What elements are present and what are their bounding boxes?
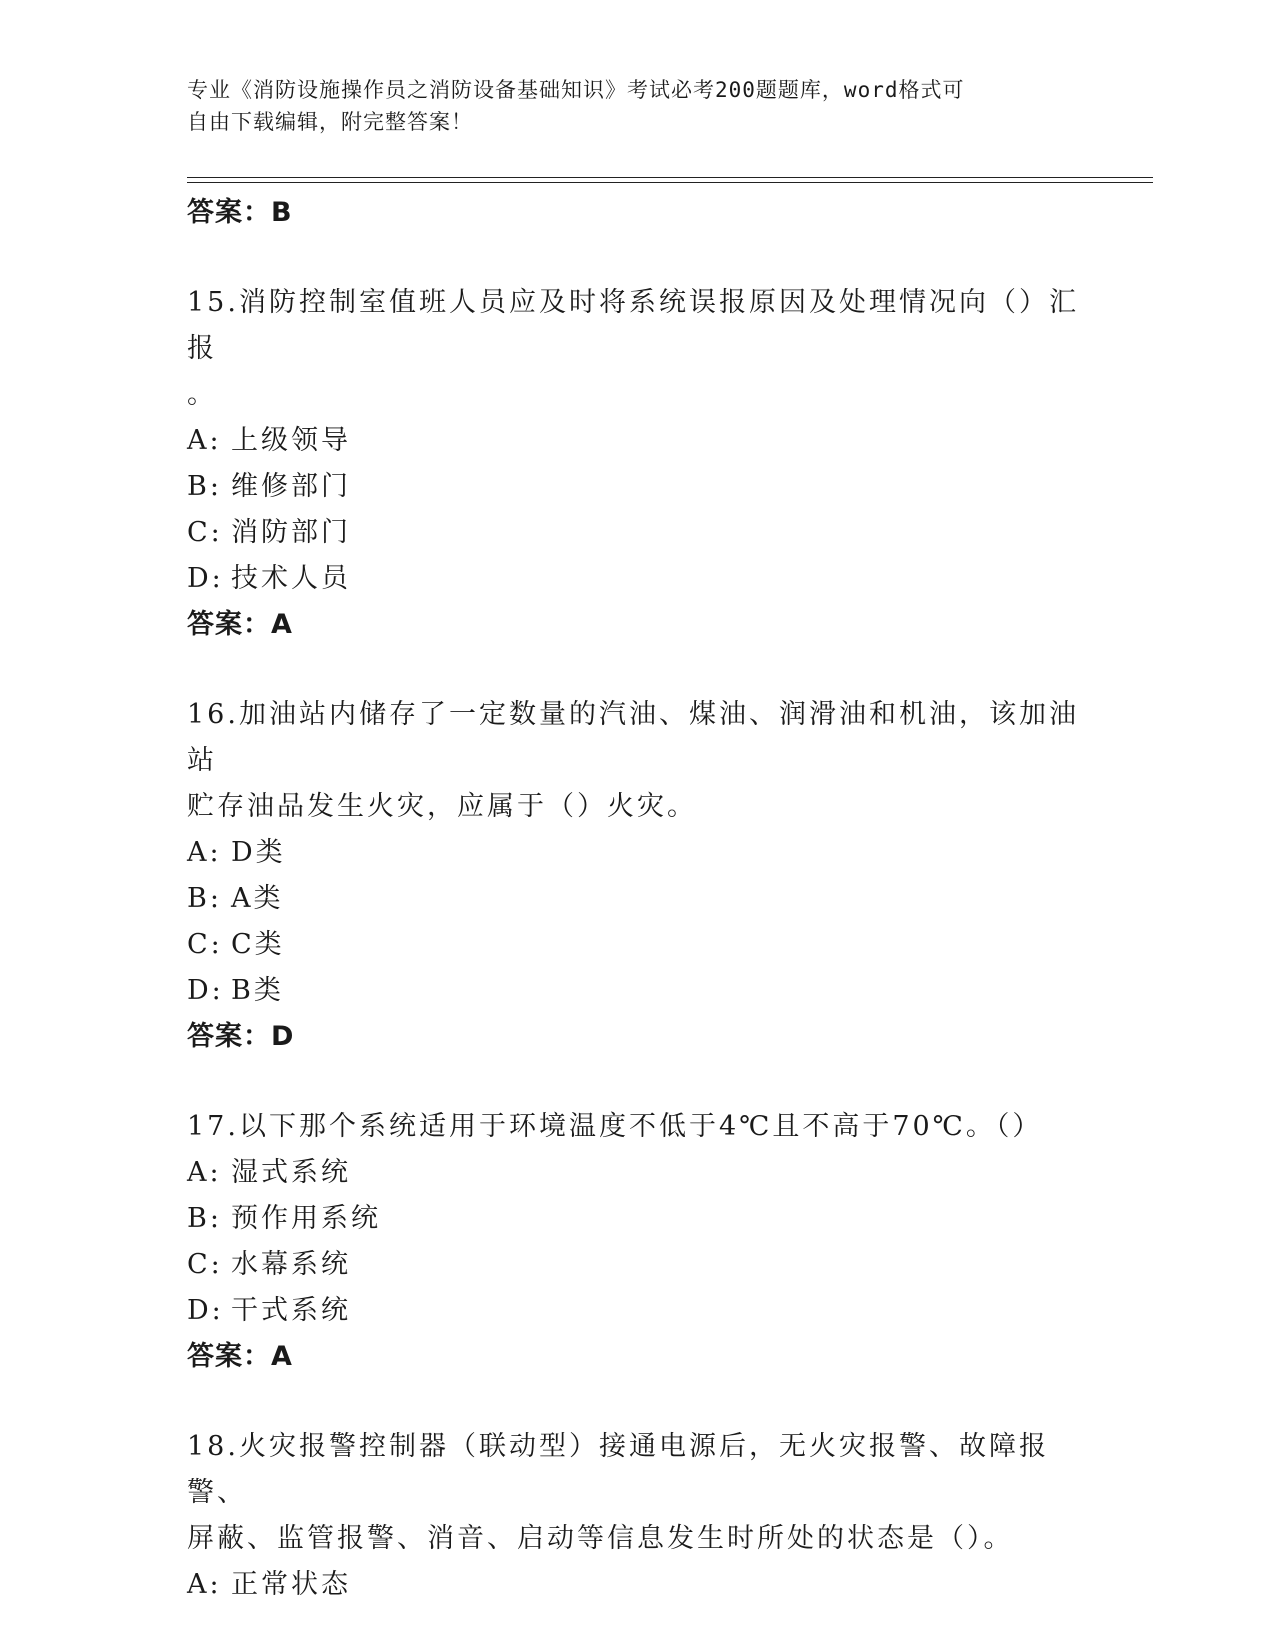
option-a — [187, 1562, 1087, 1608]
option-b — [187, 464, 1087, 510]
option-key: C: — [187, 517, 223, 548]
option-d — [187, 556, 1087, 602]
option-a — [187, 1150, 1087, 1196]
question-answer: 答案：D — [187, 1021, 295, 1052]
question-stem-line-1: 15.消防控制室值班人员应及时将系统误报原因及处理情况向（）汇报 — [187, 287, 1079, 364]
option-text: 上级领导 — [231, 425, 351, 456]
option-c — [187, 510, 1087, 556]
option-text: C类 — [231, 929, 285, 960]
option-text: 正常状态 — [231, 1569, 351, 1600]
option-c — [187, 1242, 1087, 1288]
question-stem-line-1: 16.加油站内储存了一定数量的汽油、煤油、润滑油和机油，该加油站 — [187, 699, 1079, 776]
option-text: 水幕系统 — [231, 1249, 351, 1280]
question-stem-line-2: 屏蔽、监管报警、消音、启动等信息发生时所处的状态是（）。 — [187, 1523, 1014, 1554]
question-stem-line-2: 。 — [187, 379, 217, 410]
option-text: 湿式系统 — [231, 1157, 351, 1188]
question-16 — [187, 692, 1087, 1060]
question-answer: 答案：A — [187, 609, 293, 640]
option-key: B: — [187, 471, 222, 502]
question-stem-line-1: 18.火灾报警控制器（联动型）接通电源后，无火灾报警、故障报警、 — [187, 1431, 1049, 1508]
option-a — [187, 418, 1087, 464]
question-answer: 答案：A — [187, 1341, 293, 1372]
header-divider-bottom — [187, 182, 1153, 183]
option-key: B: — [187, 1203, 222, 1234]
option-text: 消防部门 — [231, 517, 351, 548]
option-key: A: — [187, 425, 222, 456]
option-text: B类 — [231, 975, 284, 1006]
option-text: 干式系统 — [231, 1295, 351, 1326]
option-text: D类 — [231, 837, 286, 868]
option-b — [187, 1196, 1087, 1242]
option-c — [187, 922, 1087, 968]
header-title-line-2: 自由下载编辑，附完整答案！ — [187, 110, 473, 134]
header-divider-top — [187, 177, 1153, 178]
option-key: D: — [187, 975, 224, 1006]
header-title-line-1: 专业《消防设施操作员之消防设备基础知识》考试必考200题题库，word格式可 — [187, 78, 965, 102]
option-text: 维修部门 — [231, 471, 351, 502]
option-d — [187, 968, 1087, 1014]
option-key: C: — [187, 1249, 223, 1280]
option-d — [187, 1288, 1087, 1334]
option-key: D: — [187, 1295, 224, 1326]
question-stem-line-1: 17.以下那个系统适用于环境温度不低于4℃且不高于70℃。（） — [187, 1111, 1043, 1142]
document-header — [187, 74, 1067, 138]
question-18 — [187, 1424, 1087, 1608]
option-key: A: — [187, 837, 222, 868]
option-key: C: — [187, 929, 223, 960]
question-stem-line-2: 贮存油品发生火灾，应属于（）火灾。 — [187, 791, 697, 822]
option-key: B: — [187, 883, 222, 914]
leading-answer: 答案：B — [187, 197, 293, 228]
option-b — [187, 876, 1087, 922]
option-text: 技术人员 — [231, 563, 351, 594]
question-17 — [187, 1104, 1087, 1380]
option-a — [187, 830, 1087, 876]
option-key: D: — [187, 563, 224, 594]
option-text: 预作用系统 — [231, 1203, 381, 1234]
question-15 — [187, 280, 1087, 648]
option-key: A: — [187, 1569, 222, 1600]
option-key: A: — [187, 1157, 222, 1188]
option-text: A类 — [231, 883, 284, 914]
question-list — [187, 190, 1087, 1608]
